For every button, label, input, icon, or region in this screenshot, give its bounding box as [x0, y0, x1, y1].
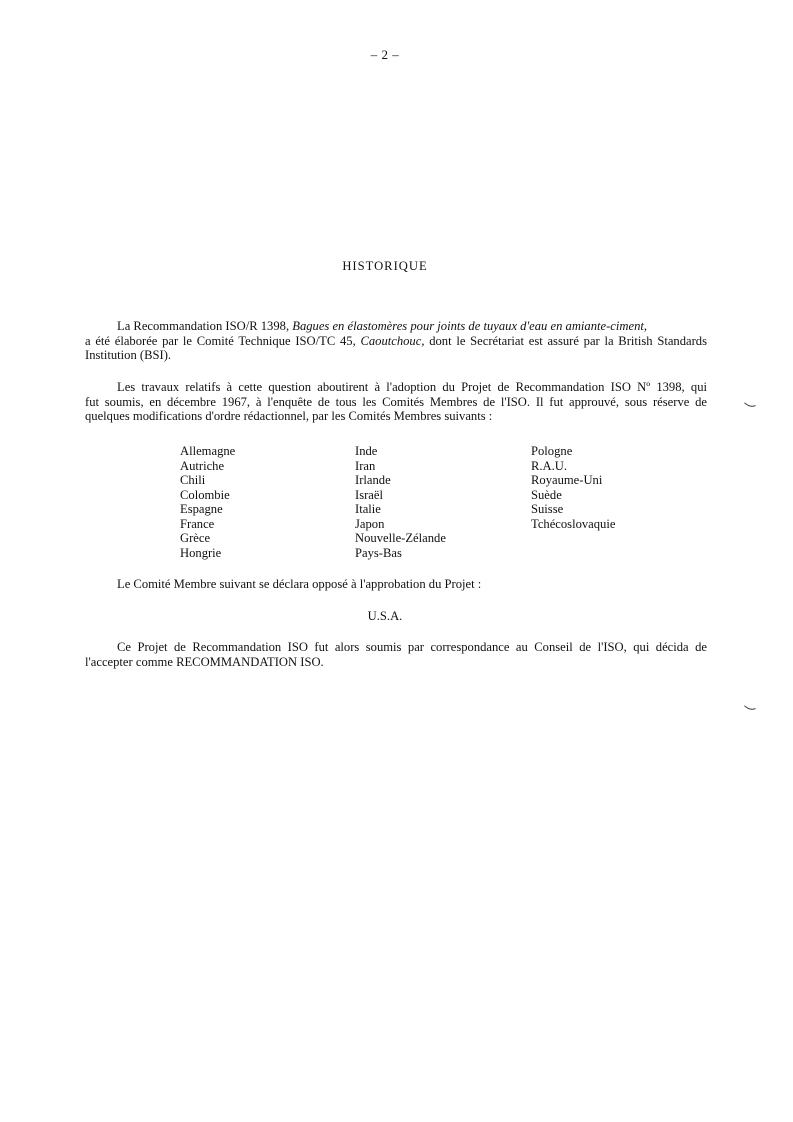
country-item: Iran — [355, 458, 376, 473]
secretariat-text: dont le Secrétariat est assuré par la British Standards — [424, 333, 707, 348]
country-item: France — [180, 516, 215, 531]
margin-mark-1 — [744, 402, 756, 408]
country-item: Israël — [355, 487, 383, 502]
country-item: Irlande — [355, 473, 391, 487]
paragraph-procedure-line-3: quelques modifications d'ordre rédactionnel, par les Comités Membres suivants : — [85, 409, 493, 423]
country-item: Suisse — [531, 502, 564, 516]
countries-column-2 — [355, 444, 446, 560]
paragraph-introduction-line-3: Institution (BSI). — [85, 348, 172, 362]
country-item: Suède — [531, 487, 562, 502]
country-item: Pays-Bas — [355, 545, 402, 560]
paragraph-introduction-line-1 — [85, 319, 707, 334]
country-item: Tchécoslovaquie — [531, 516, 616, 531]
country-item: Espagne — [180, 502, 223, 516]
country-item: Nouvelle-Zélande — [355, 531, 446, 545]
country-item: Hongrie — [180, 545, 222, 560]
section-title: HISTORIQUE — [342, 259, 428, 273]
country-item: Japon — [355, 516, 385, 531]
country-item: R.A.U. — [531, 458, 568, 473]
country-item: Italie — [355, 502, 381, 516]
paragraph-conclusion — [85, 640, 707, 669]
country-item: Grèce — [180, 531, 211, 545]
committee-name: Caoutchouc, — [360, 333, 425, 348]
paragraph-procedure-line-1: Les travaux relatifs à cette question aboutirent à l'adoption du Projet de Recommandation ISO Nº 1398, qui — [117, 380, 707, 394]
country-item: Chili — [180, 473, 206, 487]
margin-mark-2 — [744, 705, 756, 711]
countries-column-3 — [531, 444, 615, 531]
country-item: Autriche — [180, 458, 225, 473]
paragraph-conclusion-line-1: Ce Projet de Recommandation ISO fut alors soumis par correspondance au Conseil de l'ISO, qui décida de — [117, 640, 707, 654]
committee-text: a été élaborée par le Comité Technique ISO/TC 45, — [85, 333, 361, 348]
paragraph-procedure — [85, 380, 707, 424]
page-number: – 2 – — [370, 47, 400, 62]
country-item: Allemagne — [180, 444, 236, 458]
country-item: Royaume-Uni — [531, 473, 603, 487]
opposed-intro-text: Le Comité Membre suivant se déclara opposé à l'approbation du Projet : — [117, 577, 482, 591]
opposed-member: U.S.A. — [367, 609, 403, 623]
recommendation-title: Bagues en élastomères pour joints de tuyaux d'eau en amiante-ciment, — [292, 319, 648, 333]
country-item: Inde — [355, 444, 378, 458]
recommendation-reference: La Recommandation ISO/R 1398, — [117, 319, 293, 333]
paragraph-introduction — [85, 319, 707, 363]
country-item: Pologne — [531, 444, 573, 458]
paragraph-introduction-line-2 — [85, 334, 707, 349]
paragraph-procedure-line-2: fut soumis, en décembre 1967, à l'enquête de tous les Comités Membres de l'ISO. Il fut approuvé, sous réserve de — [85, 394, 707, 409]
paragraph-conclusion-line-2: l'accepter comme RECOMMANDATION ISO. — [85, 654, 324, 669]
opposed-intro — [85, 577, 707, 592]
country-item: Colombie — [180, 487, 230, 502]
countries-column-1 — [180, 444, 235, 560]
